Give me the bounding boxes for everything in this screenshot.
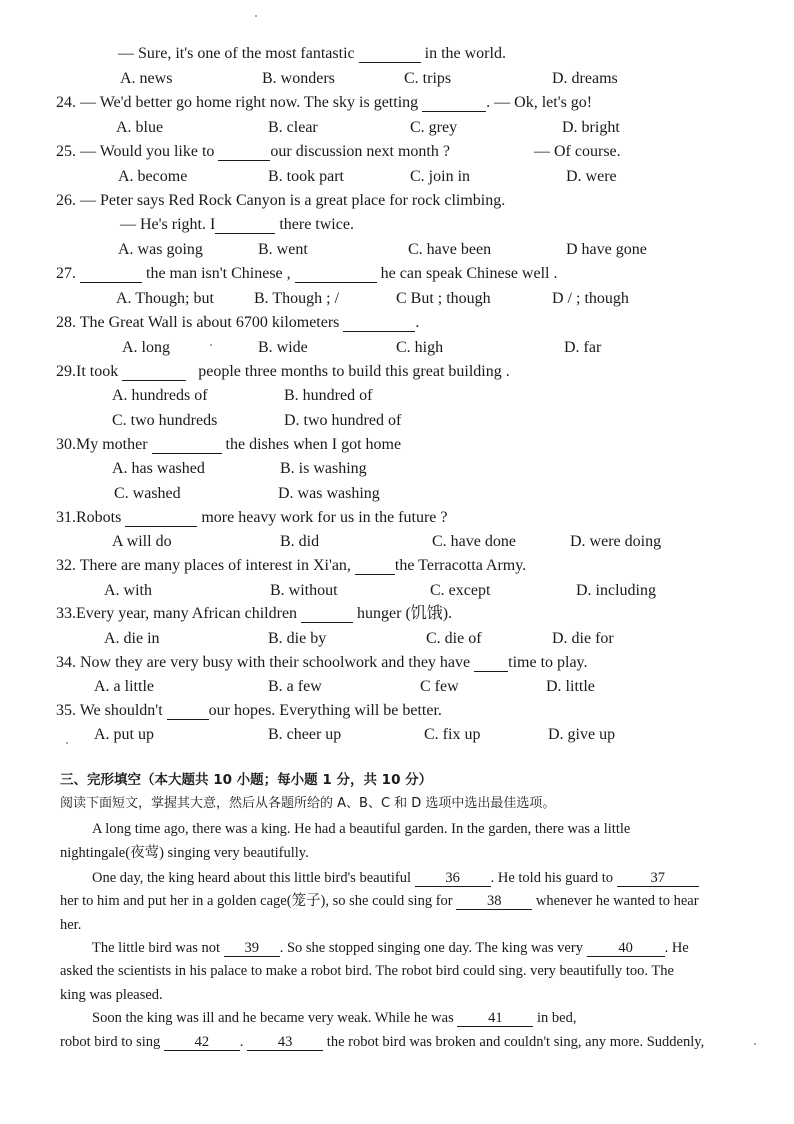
q35-option-c[interactable]: C. fix up (424, 726, 481, 743)
q30-blank[interactable] (152, 437, 222, 454)
cloze-number-40: 40 (618, 940, 633, 956)
passage-line-1: A long time ago, there was a king. He had a beautiful garden. In the garden, there was a little (92, 821, 631, 837)
q33-stem: 33.Every year, many African children hunger (饥饿). (56, 605, 453, 622)
q26-blank[interactable] (215, 217, 275, 234)
cloze-blank-42[interactable] (164, 1034, 240, 1051)
passage-line-2: nightingale(夜莺) singing very beautifully. (60, 845, 309, 861)
q23-option-c[interactable]: C. trips (404, 70, 452, 87)
q28-option-d[interactable]: D. far (564, 339, 602, 356)
q27-option-d[interactable]: D / ; though (552, 290, 629, 307)
q31-stem: 31.Robots more heavy work for us in the future ? (56, 509, 448, 526)
q27-stem: 27. the man isn't Chinese , he can speak Chinese well . (56, 265, 558, 282)
q30-option-b[interactable]: B. is washing (280, 460, 367, 477)
q25-option-b[interactable]: B. took part (268, 168, 344, 185)
passage-line-10: robot bird to sing 42 . 43 the robot bird was broken and couldn't sing, any more. Suddenly, (60, 1034, 705, 1050)
q35-stem: 35. We shouldn't our hopes. Everything will be better. (56, 702, 442, 719)
q30-option-d[interactable]: D. was washing (278, 485, 380, 502)
q24-option-d[interactable]: D. bright (562, 119, 620, 136)
q28-option-c[interactable]: C. high (396, 339, 444, 356)
q26-option-a[interactable]: A. was going (118, 241, 203, 258)
cloze-number-41: 41 (488, 1010, 503, 1026)
q27-option-a[interactable]: A. Though; but (116, 290, 214, 307)
cloze-number-36: 36 (445, 870, 460, 886)
q25-blank[interactable] (218, 144, 270, 161)
q31-option-c[interactable]: C. have done (432, 533, 516, 550)
q31-option-d[interactable]: D. were doing (570, 533, 662, 550)
q24-option-c[interactable]: C. grey (410, 119, 458, 136)
q30-option-a[interactable]: A. has washed (112, 460, 205, 477)
q24-option-b[interactable]: B. clear (268, 119, 318, 136)
section3-instruction: 阅读下面短文，掌握其大意，然后从各题所给的 A、B、C 和 D 选项中选出最佳选项。 (60, 796, 556, 811)
scan-speck (754, 1043, 756, 1045)
cloze-number-38: 38 (487, 893, 502, 909)
q23-blank[interactable] (359, 46, 421, 63)
q25-stem: 25. — Would you like to our discussion next month ? (56, 143, 450, 160)
cloze-number-39: 39 (244, 940, 259, 956)
q27-blank-2[interactable] (295, 266, 377, 283)
q35-option-d[interactable]: D. give up (548, 726, 616, 743)
q26-line2: — He's right. I there twice. (120, 216, 354, 233)
q25-option-d[interactable]: D. were (566, 168, 617, 185)
q30-option-c[interactable]: C. washed (114, 485, 181, 502)
passage-line-7: asked the scientists in his palace to make a robot bird. The robot bird could sing. very beautifully too. The (60, 963, 674, 979)
q33-option-b[interactable]: B. die by (268, 630, 327, 647)
cloze-blank-37[interactable] (617, 870, 699, 887)
q34-option-a[interactable]: A. a little (94, 678, 154, 695)
q26-stem: 26. — Peter says Red Rock Canyon is a great place for rock climbing. (56, 192, 506, 209)
q28-stem: 28. The Great Wall is about 6700 kilometers . (56, 314, 420, 331)
passage-line-5: her. (60, 917, 82, 933)
q29-option-b[interactable]: B. hundred of (284, 387, 373, 404)
q30-stem: 30.My mother the dishes when I got home (56, 436, 402, 453)
cloze-number-43: 43 (277, 1034, 293, 1050)
cloze-number-37: 37 (650, 870, 665, 886)
q25-reply: — Of course. (534, 143, 621, 160)
q32-option-b[interactable]: B. without (270, 582, 338, 599)
q29-option-a[interactable]: A. hundreds of (112, 387, 208, 404)
cloze-blank-36[interactable] (415, 870, 491, 887)
q24-stem: 24. — We'd better go home right now. The sky is getting . — Ok, let's go! (56, 94, 593, 111)
q32-option-d[interactable]: D. including (576, 582, 656, 599)
cloze-blank-43[interactable] (247, 1034, 323, 1051)
passage-line-6: The little bird was not 39 . So she stopped singing one day. The king was very 40 . He (92, 940, 689, 956)
q33-blank[interactable] (301, 606, 353, 623)
q35-option-a[interactable]: A. put up (94, 726, 154, 743)
scan-speck (210, 344, 212, 346)
scan-speck (66, 742, 68, 744)
q34-option-b[interactable]: B. a few (268, 678, 322, 695)
cloze-number-42: 42 (194, 1034, 210, 1050)
q31-option-b[interactable]: B. did (280, 533, 320, 550)
q26-option-c[interactable]: C. have been (408, 241, 492, 258)
q32-stem: 32. There are many places of interest in Xi'an, the Terracotta Army. (56, 557, 527, 574)
q23-option-d[interactable]: D. dreams (552, 70, 618, 87)
q28-blank[interactable] (343, 315, 415, 332)
q34-option-d[interactable]: D. little (546, 678, 595, 695)
q25-option-a[interactable]: A. become (118, 168, 188, 185)
q34-blank[interactable] (474, 655, 508, 672)
section3-heading: 三、完形填空（本大题共 10 小题；每小题 1 分，共 10 分） (60, 772, 433, 788)
q28-option-b[interactable]: B. wide (258, 339, 308, 356)
q28-option-a[interactable]: A. long (122, 339, 170, 356)
q29-blank[interactable] (122, 364, 186, 381)
q26-option-d[interactable]: D have gone (566, 241, 647, 258)
q29-option-c[interactable]: C. two hundreds (112, 412, 218, 429)
q33-option-a[interactable]: A. die in (104, 630, 160, 647)
q35-blank[interactable] (167, 703, 209, 720)
passage-line-9: Soon the king was ill and he became very weak. While he was 41 in bed, (92, 1010, 577, 1026)
q29-option-d[interactable]: D. two hundred of (284, 412, 402, 429)
q34-stem: 34. Now they are very busy with their schoolwork and they have time to play. (56, 654, 588, 671)
q32-blank[interactable] (355, 558, 395, 575)
q23-option-b[interactable]: B. wonders (262, 70, 335, 87)
cloze-blank-38[interactable] (456, 893, 532, 910)
q31-blank[interactable] (125, 510, 197, 527)
q24-option-a[interactable]: A. blue (116, 119, 164, 136)
scan-speck (255, 15, 257, 17)
q32-option-c[interactable]: C. except (430, 582, 491, 599)
passage-line-4: her to him and put her in a golden cage(笼子), so she could sing for 38 whenever he wanted to hear (60, 893, 699, 909)
q32-option-a[interactable]: A. with (104, 582, 152, 599)
q34-option-c[interactable]: C few (420, 678, 459, 695)
q31-option-a[interactable]: A will do (112, 533, 172, 550)
cloze-blank-39[interactable] (224, 940, 280, 957)
q33-option-d[interactable]: D. die for (552, 630, 614, 647)
q27-blank-1[interactable] (80, 266, 142, 283)
q25-option-c[interactable]: C. join in (410, 168, 471, 185)
q23-option-a[interactable]: A. news (120, 70, 173, 87)
passage-line-8: king was pleased. (60, 987, 163, 1003)
q27-option-b[interactable]: B. Though ; / (254, 290, 340, 307)
q27-option-c[interactable]: C But ; though (396, 290, 491, 307)
q26-option-b[interactable]: B. went (258, 241, 308, 258)
q35-option-b[interactable]: B. cheer up (268, 726, 342, 743)
passage-line-3: One day, the king heard about this little bird's beautiful 36 . He told his guard to 37 (92, 868, 699, 888)
q23-line: — Sure, it's one of the most fantastic in the world. (118, 45, 506, 62)
q29-stem: 29.It took people three months to build this great building . (56, 363, 510, 380)
q24-blank[interactable] (422, 95, 486, 112)
cloze-blank-41[interactable] (457, 1010, 533, 1027)
q33-option-c[interactable]: C. die of (426, 630, 482, 647)
cloze-blank-40[interactable] (587, 940, 665, 957)
